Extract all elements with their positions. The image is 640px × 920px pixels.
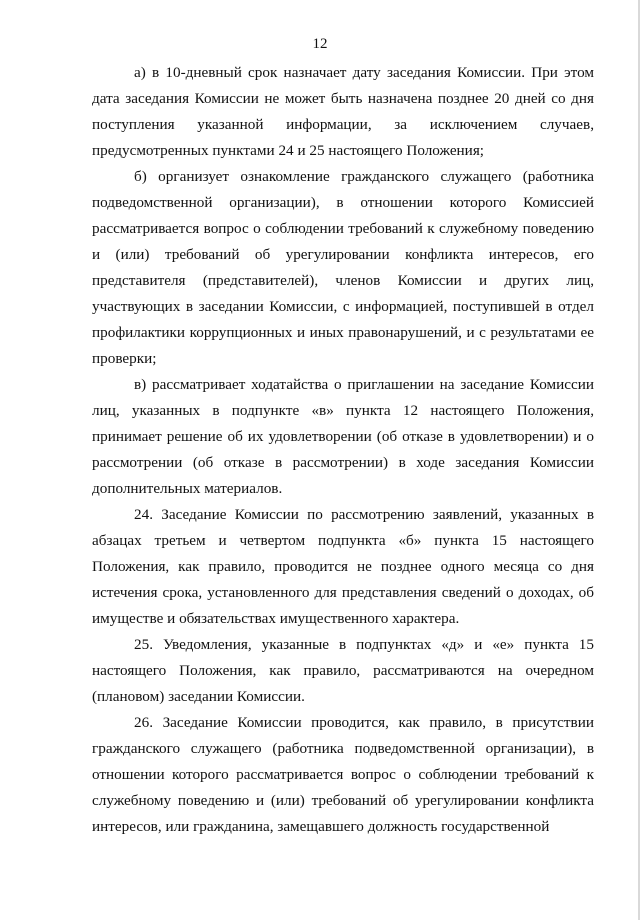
paragraph-item-25: 25. Уведомления, указанные в подпунктах «д» и «е» пункта 15 настоящего Положения, как правило, рассматриваются на очередном (плановом) заседании Комиссии.	[92, 636, 594, 705]
document-body	[92, 60, 594, 840]
paragraph-item-24: 24. Заседание Комиссии по рассмотрению заявлений, указанных в абзацах третьем и четвертом подпункта «б» пункта 15 настоящего Положения, как правило, проводится не позднее одного месяца со дня истечения срока, установленного для представления сведений о доходах, об имуществе и обязательствах имущественного характера.	[92, 506, 594, 627]
paragraph-subitem-a: а) в 10-дневный срок назначает дату заседания Комиссии. При этом дата заседания Комиссии не может быть назначена позднее 20 дней со дня поступления указанной информации, за исключением случаев, предусмотренных пунктами 24 и 25 настоящего Положения;	[92, 64, 594, 159]
paragraph-subitem-b: б) организует ознакомление гражданского служащего (работника подведомственной организации), в отношении которого Комиссией рассматривается вопрос о соблюдении требований к служебному поведению и (или) требований об урегулировании конфликта интересов, его представителя (представителей), членов Комиссии и других лиц, участвующих в заседании Комиссии, с информацией, поступившей в отдел профилактики коррупционных и иных правонарушений, и с результатами ее проверки;	[92, 168, 594, 367]
paragraph-item-26: 26. Заседание Комиссии проводится, как правило, в присутствии гражданского служащего (работника подведомственной организации), в отношении которого рассматривается вопрос о соблюдении требований к служебному поведению и (или) требований об урегулировании конфликта интересов, или гражданина, замещавшего должность государственной	[92, 714, 594, 835]
paragraph-subitem-v: в) рассматривает ходатайства о приглашении на заседание Комиссии лиц, указанных в подпункте «в» пункта 12 настоящего Положения, принимает решение об их удовлетворении (об отказе в удовлетворении) и о рассмотрении (об отказе в рассмотрении) в ходе заседания Комиссии дополнительных материалов.	[92, 376, 594, 497]
page-number: 12	[312, 36, 328, 52]
